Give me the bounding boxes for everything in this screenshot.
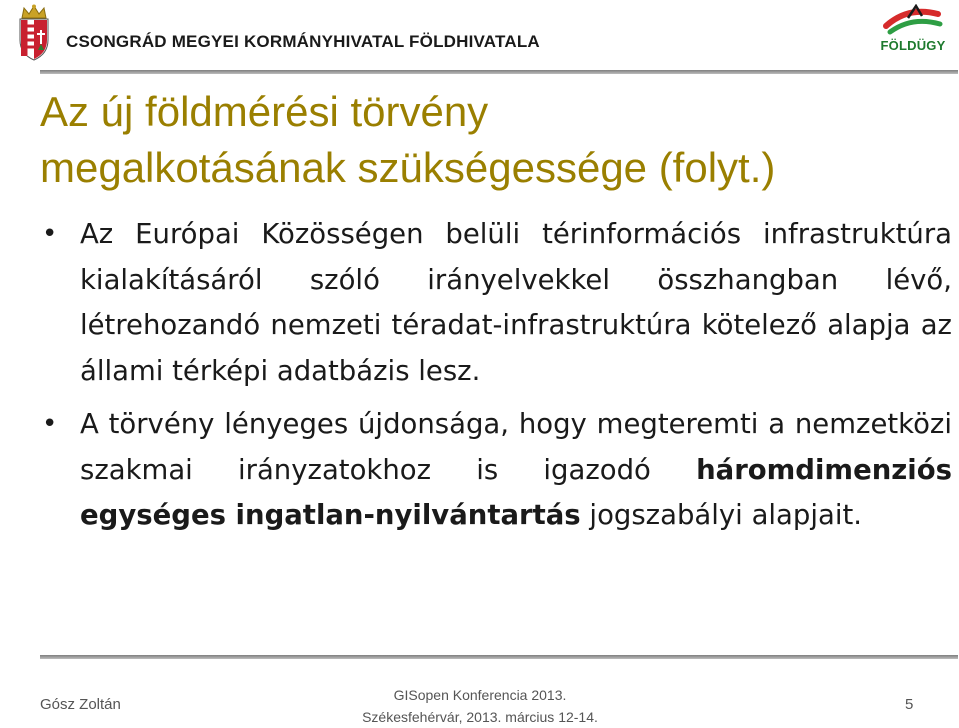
bullet-text: Az Európai Közösségen belüli térinformációs infrastruktúra kialakításáról szóló irányelvekkel összhangban lévő, létrehozandó nemzeti téradat-infrastruktúra kötelező alapja az állami térképi adatbázis lesz. [80,218,952,387]
hungarian-coat-of-arms-icon [14,4,54,62]
page-number: 5 [905,696,914,713]
slide-title [40,84,940,196]
slide-header [0,0,959,78]
bullet-item-1 [40,212,952,394]
organization-name: CSONGRÁD MEGYEI KORMÁNYHIVATAL FÖLDHIVATALA [66,32,540,51]
title-line-2: megalkotásának szükségessége (folyt.) [40,144,776,191]
bullet-text-start: A törvény lényeges újdonsága, hogy megteremti a nemzetközi szakmai irányzatokhoz is igazodó [80,408,952,486]
logo-text: FÖLDÜGY [880,38,946,53]
bullet-text-emphasis: háromdimenziós egységes ingatlan-nyilvántartás [80,453,952,531]
footer-divider [40,655,958,659]
bullet-text-end: jogszabályi alapjait. [580,499,863,531]
title-line-1: Az új földmérési törvény [40,88,489,135]
header-divider [40,70,958,74]
conference-name: GISopen Konferencia 2013. [393,687,567,703]
slide-content [40,212,952,547]
footer-author: Gósz Zoltán [40,696,121,713]
bullet-item-2 [40,402,952,539]
conference-place-date: Székesfehérvár, 2013. március 12-14. [362,709,598,725]
footer-conference [330,684,630,728]
